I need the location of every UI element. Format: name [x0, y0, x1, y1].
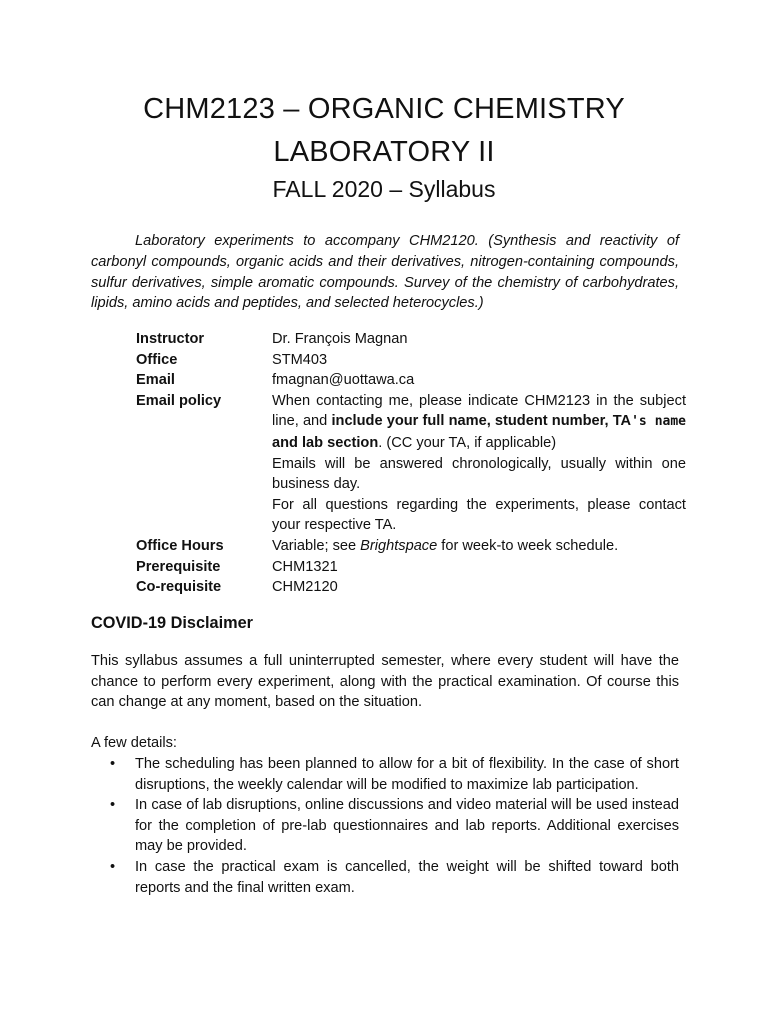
info-row-email-policy: [136, 391, 686, 536]
corequisite-value: CHM2120: [272, 579, 338, 596]
list-item-text: In case the practical exam is cancelled, the weight will be shifted toward both reports and the final written exam.: [135, 858, 679, 896]
email-policy-part4: . (CC your TA, if applicable): [378, 434, 557, 451]
bullet-icon: •: [110, 797, 116, 814]
office-hours-pre: Variable; see: [272, 537, 361, 554]
info-row-prerequisite: [136, 557, 686, 578]
office-value: STM403: [272, 351, 328, 368]
office-label: Office: [136, 351, 178, 368]
email-policy-lab-section: and lab section: [272, 434, 379, 451]
brightspace-reference: Brightspace: [360, 537, 438, 554]
info-row-office-hours: [136, 536, 686, 557]
course-info-table: [136, 329, 686, 598]
course-description: Laboratory experiments to accompany CHM2120. (Synthesis and reactivity of carbonyl compounds, organic acids and their derivatives, nitrogen-containing compounds, sulfur derivatives, simple aromatic compounds. Survey of the chemistry of carbohydrates, lipids, amino acids and peptides, and selected heterocycles.): [91, 233, 679, 312]
list-item: [91, 857, 679, 898]
instructor-label: Instructor: [136, 331, 205, 347]
syllabus-subtitle: FALL 2020 – Syllabus: [272, 176, 496, 202]
info-row-office: [136, 350, 686, 371]
email-policy-value: [272, 391, 686, 536]
email-policy-ta-name: 's name: [631, 414, 686, 430]
list-item: [91, 795, 679, 857]
info-row-instructor: [136, 329, 686, 350]
instructor-value: Dr. François Magnan: [272, 331, 408, 347]
email-policy-experiment-questions: For all questions regarding the experiments, please contact your respective TA.: [272, 496, 686, 534]
course-title-line-1: CHM2123 – ORGANIC CHEMISTRY: [143, 93, 625, 125]
details-list: [91, 754, 679, 898]
list-item-text: The scheduling has been planned to allow for a bit of flexibility. In the case of short disruptions, the weekly calendar will be modified to maximize lab participation.: [135, 756, 679, 793]
email-value: fmagnan@uottawa.ca: [272, 372, 415, 389]
list-item: [91, 754, 679, 795]
covid-disclaimer-paragraph: This syllabus assumes a full uninterrupted semester, where every student will have the chance to perform every experiment, along with the practical examination. Of course this can change at any moment, based on the situation.: [91, 653, 679, 711]
office-hours-post: for week-to week schedule.: [437, 537, 619, 554]
prerequisite-label: Prerequisite: [136, 558, 221, 575]
prerequisite-value: CHM1321: [272, 558, 338, 575]
office-hours-label: Office Hours: [136, 537, 224, 554]
email-policy-instructions: [272, 391, 686, 454]
email-policy-ta: TA: [612, 413, 632, 430]
course-title-line-2: LABORATORY II: [273, 136, 495, 168]
details-intro: A few details:: [91, 735, 177, 751]
email-policy-response-time: Emails will be answered chronologically, usually within one business day.: [272, 455, 686, 493]
email-label: Email: [136, 372, 175, 389]
email-policy-part2: include your full name, student number,: [331, 413, 613, 430]
covid-disclaimer-heading: COVID-19 Disclaimer: [91, 614, 253, 632]
bullet-icon: •: [110, 858, 116, 875]
corequisite-label: Co-requisite: [136, 579, 222, 596]
list-item-text: In case of lab disruptions, online discussions and video material will be used instead for the completion of pre-lab questionnaires and lab reports. Additional exercises may be provided.: [135, 797, 679, 855]
email-policy-label: Email policy: [136, 392, 222, 409]
office-hours-value: [272, 536, 686, 557]
info-row-email: [136, 370, 686, 391]
email-policy-part1: When contacting me, please indicate CHM2123 in the subject line, and: [272, 392, 686, 430]
info-row-corequisite: [136, 577, 686, 598]
bullet-icon: •: [110, 756, 116, 772]
